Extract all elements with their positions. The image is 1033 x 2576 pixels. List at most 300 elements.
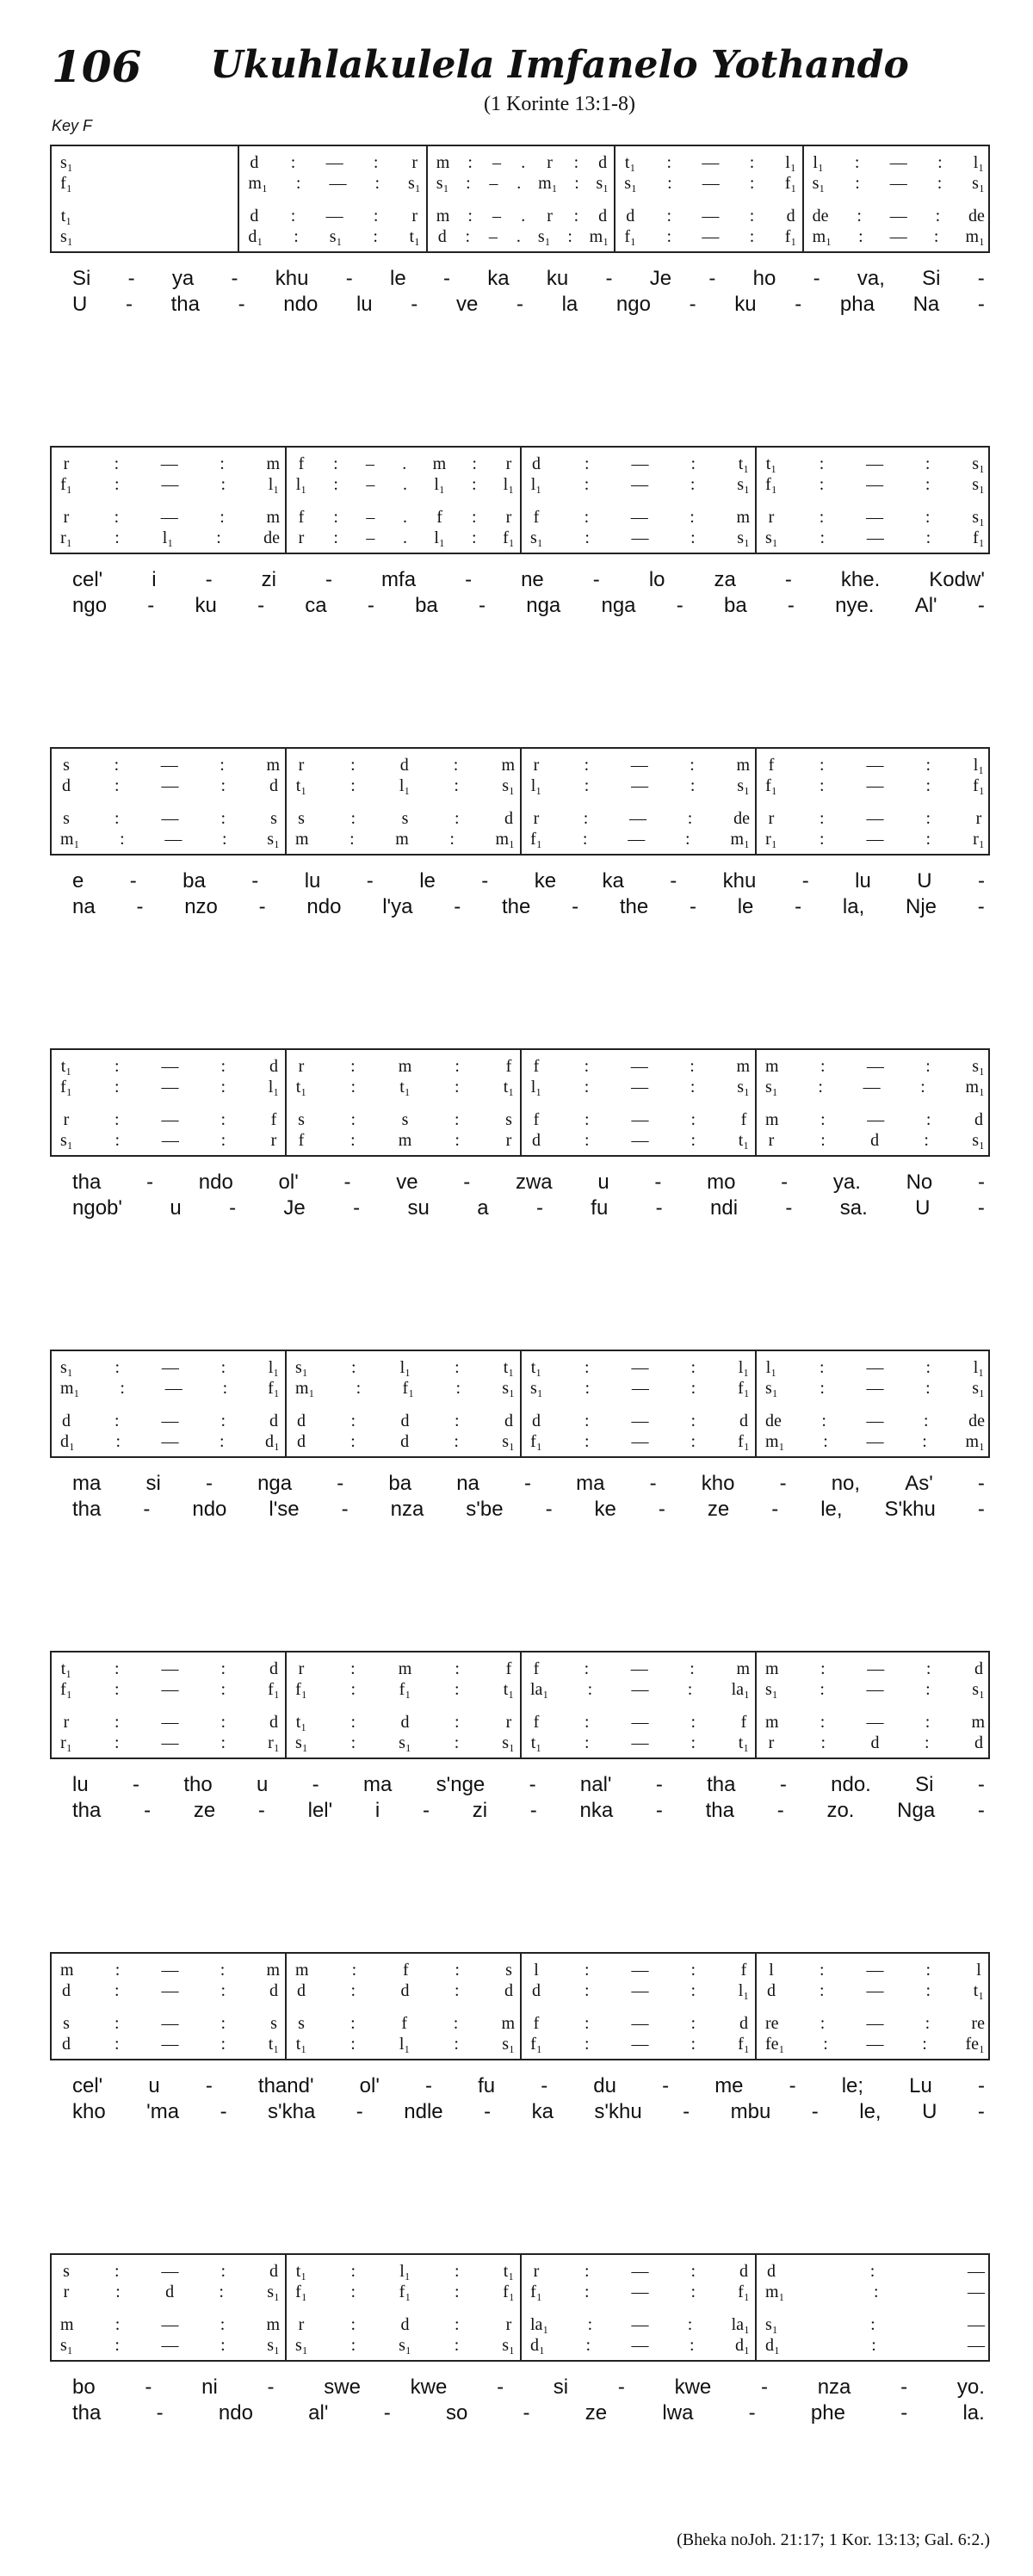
solfa-note: : [454,1109,460,1129]
solfa-note: : [220,454,225,473]
voice-line [60,830,280,849]
lyric-syllable: ol' [359,2074,380,2097]
lyric-syllable: tha [705,1799,734,1822]
staff-system [50,2253,990,2362]
lyric-syllable: na [72,895,96,918]
voice-line [765,809,985,828]
lyric-syllable: - [977,1773,985,1796]
solfa-note: de [733,808,750,828]
solfa-note: : [454,2282,460,2301]
solfa-note: : [584,755,590,775]
voice-line [295,1981,515,2000]
solfa-note: : [690,2034,696,2054]
solfa-note: : [820,1659,826,1678]
solfa-note: : [819,808,825,828]
solfa-note: : [820,1109,826,1129]
solfa-note: s [270,808,277,828]
lyric-syllable: - [541,2074,548,2097]
solfa-note: : [584,1411,590,1430]
solfa-note: : [114,1659,120,1678]
lyric-syllable: - [205,1472,213,1495]
voice-line [530,1680,750,1699]
lyric-line [72,869,985,893]
solfa-note: la₁ [731,1679,750,1699]
solfa-note: — [631,775,649,795]
solfa-note: f [298,454,305,473]
solfa-note: — [889,152,907,172]
solfa-note: m [765,1659,779,1678]
solfa-note: — [631,2261,649,2281]
solfa-note: — [702,152,720,172]
lyric-syllable: le [737,895,754,918]
solfa-note: f [533,1056,540,1076]
solfa-note: s₁ [596,173,609,193]
solfa-note: : [454,2261,460,2281]
solfa-note: l₁ [785,152,796,172]
solfa-note: s [401,1109,409,1129]
solfa-note: : [584,1431,590,1451]
solfa-note: : [454,1679,460,1699]
solfa-note: : [333,507,338,527]
solfa-note: m [398,1056,412,1076]
voice-line [295,1131,515,1150]
solfa-note: : [220,1960,226,1980]
lyric-syllable: - [136,895,144,918]
lyric-syllable: pha [839,293,875,316]
staff-system [50,145,990,253]
voice-line [765,830,985,849]
voice-line [295,1358,515,1377]
solfa-note: : [690,1130,696,1150]
measure [522,448,757,553]
solfa-note: m [266,507,280,527]
lyric-syllable: - [760,2375,768,2399]
voice-line [60,1057,280,1076]
solfa-note: : [690,1378,696,1398]
lyric-syllable: kwe [410,2375,448,2399]
solfa-note: : [820,1733,826,1752]
solfa-note: s [298,1109,305,1129]
solfa-note: d [598,206,608,225]
solfa-note: s₁ [737,1077,750,1096]
lyric-syllable: - [977,594,985,617]
voice-line [765,1733,985,1752]
solfa-note: l₁ [399,775,411,795]
solfa-note: s₁ [530,1378,543,1398]
solfa-note: : [114,755,120,775]
hymn-number: 106 [52,41,142,92]
voice-line [60,1412,280,1430]
measure [52,1954,287,2059]
lyric-syllable: 'ma [146,2100,180,2123]
solfa-note: s₁ [972,507,985,527]
solfa-note: : [584,1659,590,1678]
measure [522,1050,757,1155]
solfa-note: : [333,474,338,494]
solfa-note: : [220,1411,226,1430]
lyric-syllable: le [419,869,436,893]
solfa-note: – [365,454,374,473]
voice-line [765,1131,985,1150]
solfa-note: — [631,474,649,494]
measure [428,146,615,251]
solfa-note: l₁ [295,474,307,494]
solfa-note: : [220,1109,226,1129]
solfa-note: s₁ [502,2335,515,2355]
staff-system [50,446,990,554]
lyric-syllable: - [977,1472,985,1495]
solfa-note: : [455,1357,460,1377]
voice-line [530,2262,750,2281]
lyric-syllable: ke [594,1498,616,1521]
solfa-note: m₁ [60,829,80,849]
solfa-note: f [298,1130,305,1150]
solfa-note: — [161,808,179,828]
lyric-syllable: - [708,267,716,290]
voice-line [60,756,280,775]
solfa-note: : [584,775,590,795]
lyric-syllable: ndle [404,2100,443,2123]
solfa-note: f₁ [399,1679,411,1699]
solfa-note: : [350,1733,356,1752]
solfa-note: : [472,528,477,547]
lyric-syllable: - [125,293,133,316]
lyric-syllable: ca [305,594,327,617]
solfa-note: : [584,2034,590,2054]
lyric-syllable: - [784,568,792,591]
solfa-note: — [866,829,884,849]
solfa-note: — [631,2314,649,2334]
voice-line [60,1713,280,1732]
solfa-note: r [63,1109,70,1129]
solfa-note: : [356,1378,362,1398]
solfa-note: l₁ [973,755,985,775]
solfa-note: s₁ [502,775,515,795]
lyric-syllable: tha [72,1498,102,1521]
solfa-note: : [114,2034,120,2054]
voice-line [60,454,280,473]
solfa-note: : [350,775,356,795]
lyric-syllable: ni [201,2375,218,2399]
solfa-note: f [505,1056,512,1076]
solfa-note: m₁ [765,1431,785,1451]
solfa-note: . [402,528,407,547]
lyric-syllable: - [516,293,523,316]
solfa-note: : [295,173,301,193]
lyric-syllable: - [789,2074,796,2097]
voice-line [60,174,232,193]
solfa-note: : [690,1960,696,1980]
measure [52,146,239,251]
voice-line [765,1057,985,1076]
lyric-syllable: ne [521,568,544,591]
lyric-syllable: - [422,1799,430,1822]
solfa-note: s₁ [765,528,778,547]
solfa-note: d [532,1980,541,2000]
solfa-note: f₁ [973,528,985,547]
voice-line [765,1110,985,1129]
voice-line [530,1412,750,1430]
solfa-note: — [631,1378,649,1398]
solfa-note: m [736,507,750,527]
voice-line [295,2315,515,2334]
solfa-note: s₁ [972,1130,985,1150]
solfa-note: t₁ [973,1980,985,2000]
solfa-note: : [584,1960,590,1980]
solfa-note: m [395,829,409,849]
solfa-note: : [350,1411,356,1430]
solfa-note: : [114,474,120,494]
solfa-note: s₁ [399,2335,411,2355]
lyric-syllable: U [917,869,932,893]
solfa-note: — [631,1357,649,1377]
voice-line [60,1733,280,1752]
key-signature: Key F [52,117,93,134]
solfa-note: : [351,1960,357,1980]
solfa-note: l₁ [738,1980,750,2000]
solfa-note: l₁ [399,1357,411,1377]
lyric-syllable: ya. [832,1171,861,1194]
solfa-note: : [220,1357,226,1377]
solfa-note: — [863,1077,881,1096]
solfa-note: m [60,2314,74,2334]
solfa-note: — [631,1679,649,1699]
solfa-note: : [690,755,695,775]
lyric-syllable: yo. [956,2375,985,2399]
solfa-note: d [269,2261,278,2281]
lyric-line [72,2100,985,2124]
solfa-note: d₁ [264,1431,280,1451]
voice-line [813,227,985,246]
solfa-note: d [974,1109,983,1129]
solfa-note: s₁ [972,1679,985,1699]
solfa-note: s₁ [60,152,73,172]
solfa-note: : [585,1378,591,1398]
lyric-syllable: - [801,869,809,893]
lyric-syllable: - [337,1472,344,1495]
solfa-note: : [472,454,477,473]
solfa-note: m [765,1056,779,1076]
solfa-note: m₁ [812,226,832,246]
solfa-note: t₁ [295,2034,307,2054]
lyric-syllable: - [524,1472,532,1495]
lyric-syllable: - [689,293,696,316]
solfa-note: : [925,1056,931,1076]
solfa-note: : [584,2261,590,2281]
solfa-note: . [402,474,407,494]
lyric-syllable: tho [183,1773,213,1796]
solfa-note: d [297,1431,306,1451]
measure [522,749,757,854]
lyric-syllable: - [658,1498,665,1521]
voice-line [530,756,750,775]
solfa-note: m₁ [965,1077,985,1096]
voice-line [530,1110,750,1129]
solfa-note: d [297,1411,306,1430]
solfa-note: d₁ [60,1431,75,1451]
voice-line [295,809,515,828]
solfa-note: — [161,1357,179,1377]
voice-line [765,2336,985,2355]
solfa-note: t₁ [295,775,307,795]
solfa-note: — [967,2314,985,2334]
lyric-syllable: ngob' [72,1196,122,1220]
staff-system [50,1048,990,1157]
solfa-note: d [739,1411,748,1430]
solfa-note: d [165,2282,175,2301]
measure [757,749,992,854]
lyric-syllable: - [900,2375,908,2399]
solfa-note: — [866,1712,884,1732]
solfa-note: l₁ [268,1357,280,1377]
solfa-note: — [161,2261,179,2281]
lyric-syllable: - [529,1773,536,1796]
lyric-syllable: No [906,1171,933,1194]
lyric-syllable: thand' [257,2074,314,2097]
solfa-note: de [968,1411,985,1430]
solfa-note: — [161,1712,179,1732]
solfa-note: — [161,1411,179,1430]
solfa-note: : [871,2335,876,2355]
solfa-note: f₁ [530,2034,542,2054]
measure [52,448,287,553]
solfa-note: f [436,507,442,527]
solfa-note: : [350,2282,356,2301]
lyric-syllable: la. [962,2401,985,2425]
solfa-note: d [767,1980,776,2000]
lyric-syllable: ho [752,267,776,290]
solfa-note: f₁ [295,2282,307,2301]
lyric-syllable: ma [72,1472,102,1495]
lyric-syllable: i [374,1799,380,1822]
solfa-note: t₁ [738,1733,750,1752]
lyric-syllable: nzo [184,895,218,918]
lyric-syllable: zwa [515,1171,553,1194]
solfa-note: d [400,1712,410,1732]
solfa-note: : [454,1077,460,1096]
solfa-note: — [866,454,884,473]
solfa-note: : [333,528,338,547]
lyric-syllable: - [649,1472,657,1495]
solfa-note: : [924,1733,930,1752]
lyric-syllable: - [145,2375,152,2399]
solfa-note: : [220,1130,226,1150]
solfa-note: — [161,2034,179,2054]
lyric-line [72,2074,985,2098]
lyric-syllable: - [785,1196,793,1220]
lyric-syllable: - [251,869,259,893]
solfa-note: — [160,507,178,527]
solfa-note: d [62,2034,71,2054]
lyric-syllable: - [425,2074,432,2097]
solfa-note: r [298,1659,305,1678]
solfa-note: — [866,755,884,775]
lyric-syllable: khu [275,267,309,290]
solfa-note: : [114,1077,120,1096]
solfa-note: d₁ [734,2335,750,2355]
lyric-syllable: s'khu [594,2100,642,2123]
voice-line [765,508,985,527]
solfa-note: : [114,1109,120,1129]
voice-line [248,153,420,172]
solfa-note: : [350,1130,356,1150]
voice-line [765,1412,985,1430]
solfa-note: s₁ [737,528,750,547]
lyric-syllable: As' [905,1472,933,1495]
solfa-note: s₁ [765,2314,778,2334]
solfa-note: – [366,528,375,547]
lyric-syllable: nka [579,1799,614,1822]
voice-line [60,2315,280,2334]
lyric-line [72,1773,985,1797]
solfa-note: — [866,1679,884,1699]
solfa-note: : [666,226,672,246]
voice-line [60,475,280,494]
solfa-note: t₁ [503,1077,515,1096]
voice-line [295,1961,515,1980]
solfa-note: – [492,152,501,172]
solfa-note: t₁ [738,1130,750,1150]
solfa-note: : [666,206,672,225]
solfa-note: : [114,775,120,795]
voice-line [295,1057,515,1076]
lyric-syllable: - [900,2401,908,2425]
solfa-note: t₁ [399,1077,411,1096]
solfa-note: : [935,206,941,225]
solfa-note: s₁ [765,1378,778,1398]
solfa-note: — [631,1077,649,1096]
solfa-note: — [866,808,884,828]
solfa-note: f₁ [530,2282,542,2301]
solfa-note: f [533,2013,540,2033]
solfa-note: r [505,2314,512,2334]
voice-line [765,528,985,547]
lyric-syllable: - [129,869,137,893]
lyric-syllable: - [787,594,795,617]
solfa-note: d [250,206,259,225]
solfa-note: : [351,1357,356,1377]
solfa-note: s₁ [502,1378,515,1398]
lyric-line [72,1498,985,1522]
solfa-note: : [114,2261,120,2281]
solfa-note: : [819,1357,825,1377]
voice-line [295,454,515,473]
solfa-note: : [216,528,221,547]
voice-line [295,508,515,527]
lyric-syllable: le, [820,1498,843,1521]
solfa-note: r₁ [973,829,985,849]
lyric-syllable: u [597,1171,609,1194]
lyric-syllable: - [977,2074,985,2097]
voice-line [765,1379,985,1398]
lyric-syllable: kho [701,1472,735,1495]
solfa-note: s₁ [60,1130,73,1150]
lyric-syllable: the [619,895,649,918]
lyric-syllable: Nga [897,1799,936,1822]
measure [615,146,803,251]
lyric-syllable: - [312,1773,319,1796]
solfa-note: : [819,507,825,527]
solfa-note: f₁ [530,829,542,849]
scripture-references: (Bheka noJoh. 21:17; 1 Kor. 13:13; Gal. 6:2.) [677,2530,990,2549]
solfa-note: m [295,829,309,849]
solfa-note: t₁ [60,1659,72,1678]
solfa-note: l₁ [973,152,985,172]
lyric-syllable: l'ya [382,895,413,918]
solfa-note: — [631,1109,649,1129]
voice-line [624,153,796,172]
solfa-note: – [488,226,498,246]
